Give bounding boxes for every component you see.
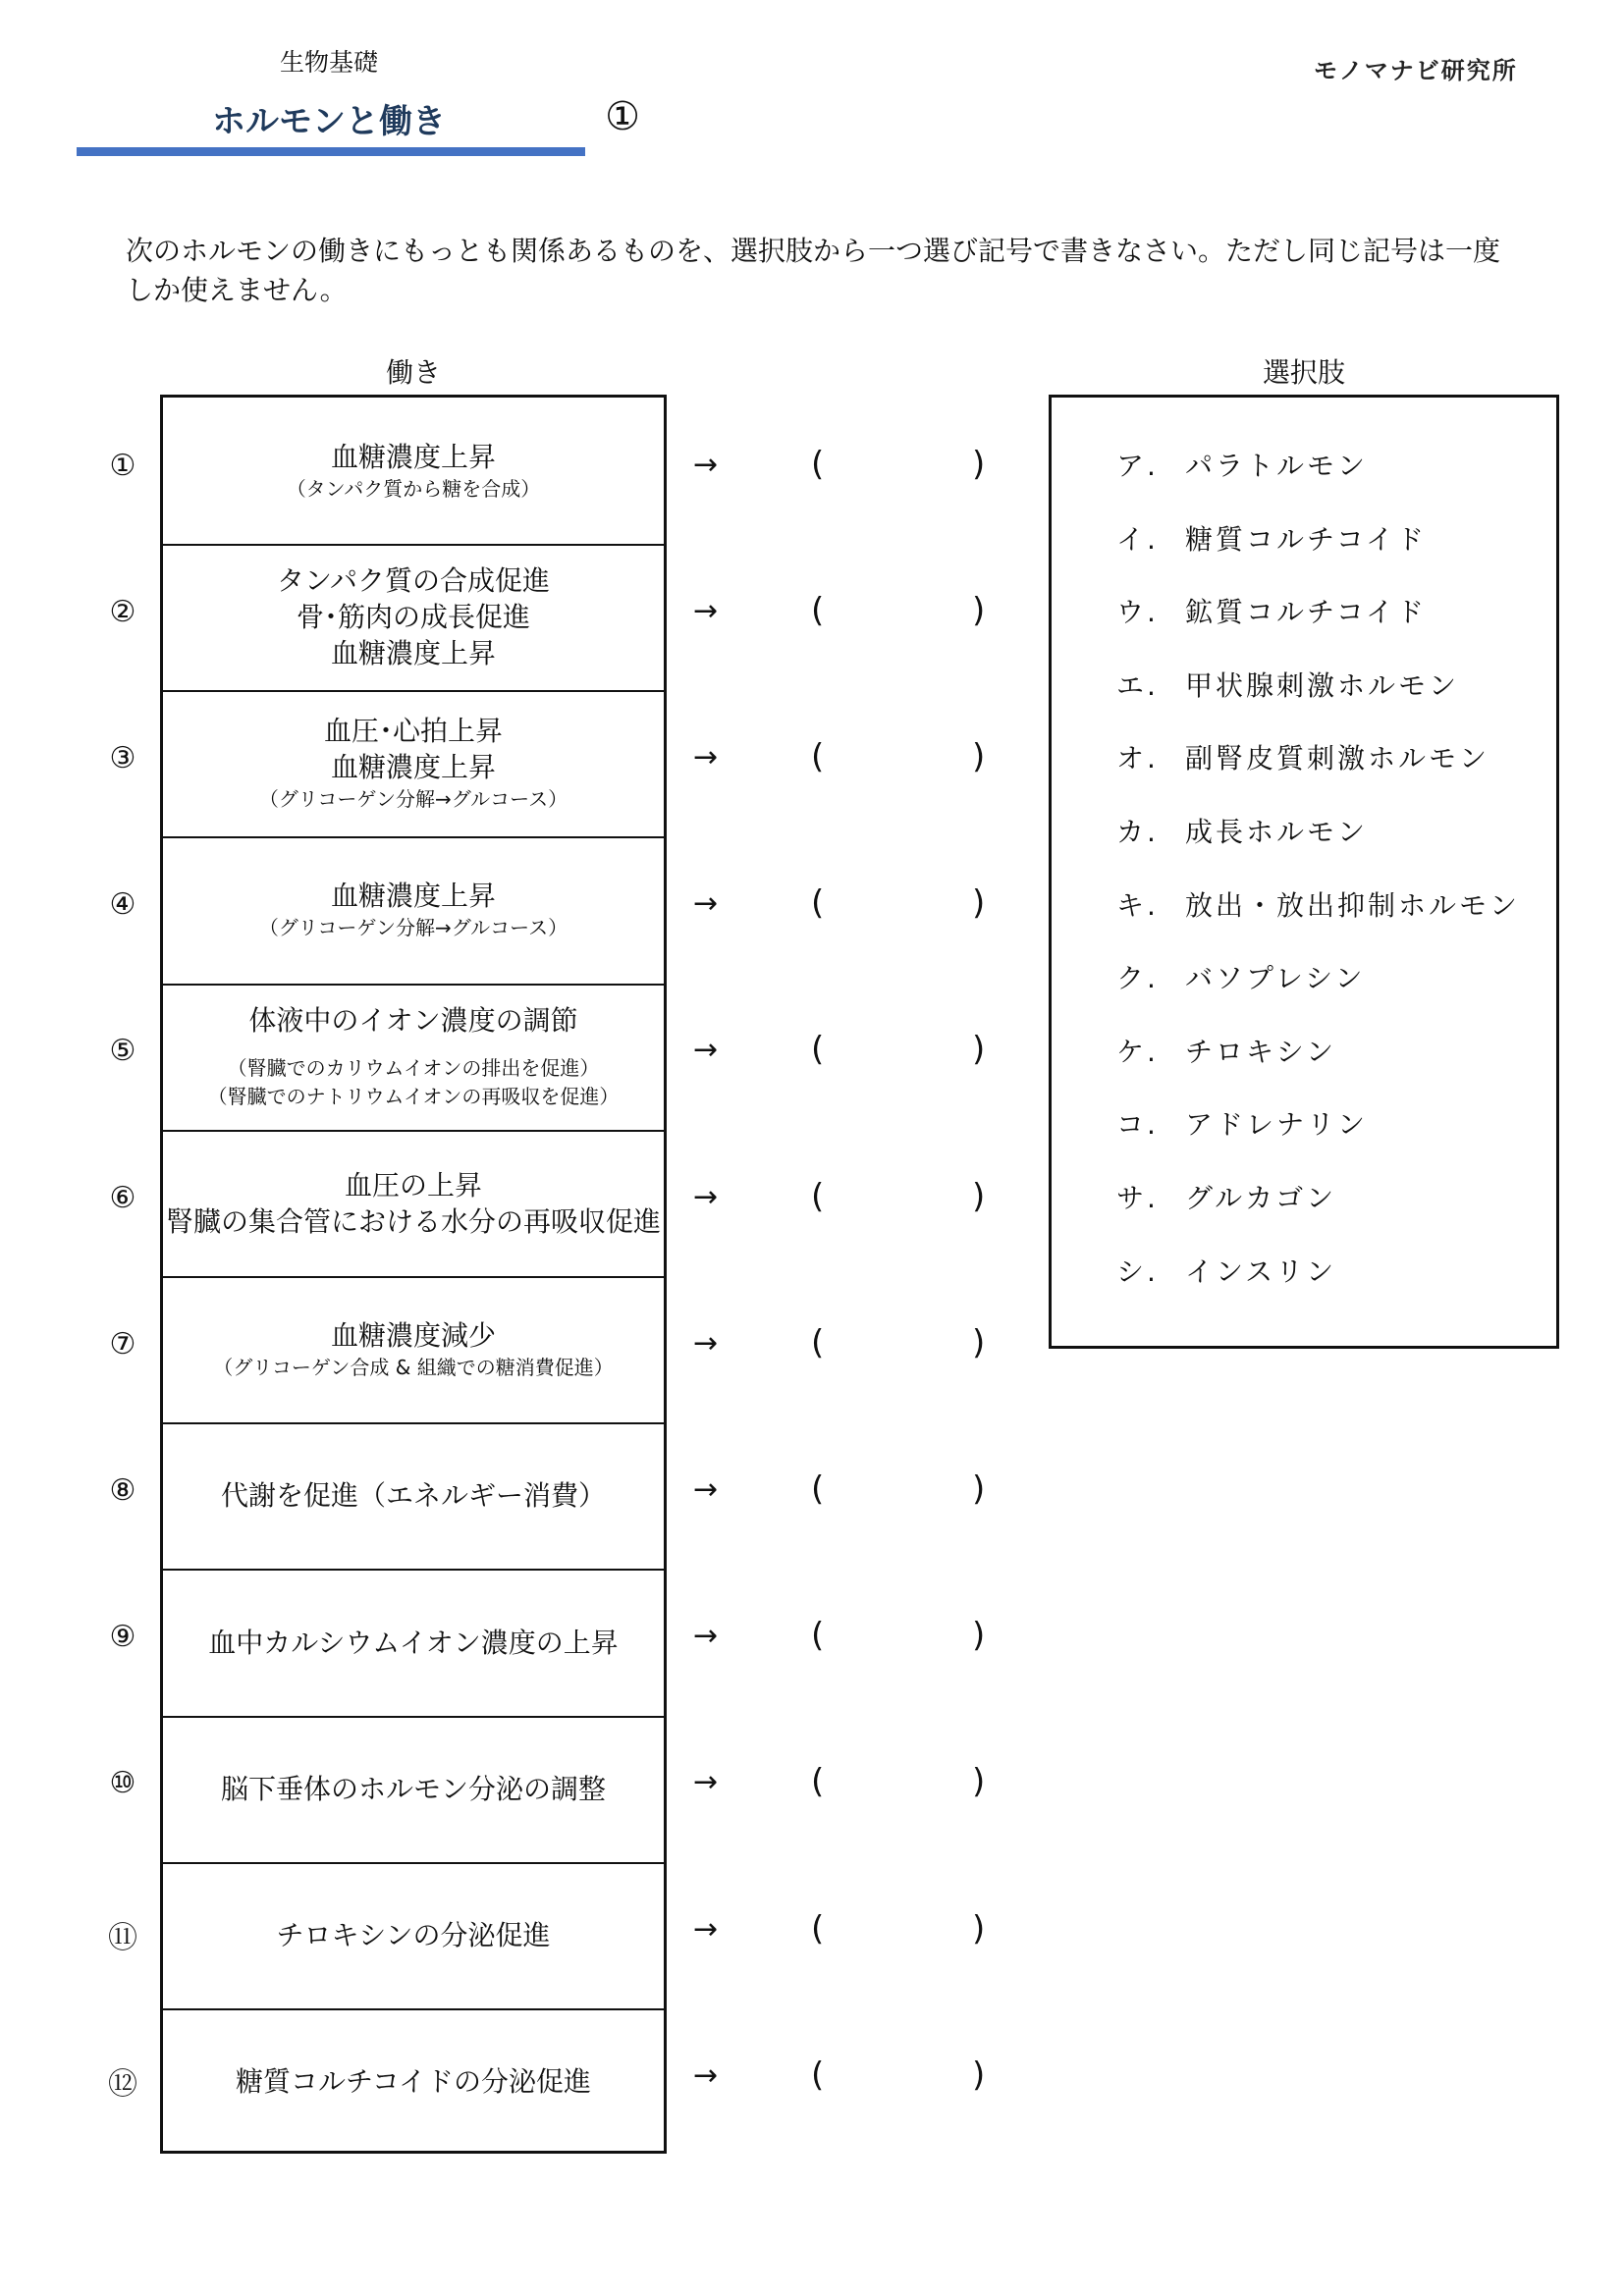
work-text: 血糖濃度上昇 [330,637,496,670]
arrow-icon: → [693,1765,719,1800]
choice-key: コ. [1116,1108,1159,1142]
answer-blank-open[interactable]: ( [811,1030,825,1070]
work-column-header: 働き [385,356,441,389]
answer-blank-close[interactable]: ) [972,1469,986,1509]
choice-label: パラトルモン [1185,450,1369,482]
work-text: チロキシンの分泌促進 [276,1919,551,1951]
work-text: 骨･筋肉の成長促進 [296,601,530,634]
choice-item [1116,811,1368,850]
choice-item [1116,1103,1368,1143]
work-note: （グリコーゲン分解→グルコース） [258,916,568,940]
arrow-icon: → [693,740,719,774]
work-text: 脳下垂体のホルモン分泌の調整 [220,1772,606,1805]
work-text: 血糖濃度上昇 [330,440,496,473]
choice-key: オ. [1116,742,1159,775]
answer-blank-close[interactable]: ) [972,1762,986,1802]
question-number: ⑨ [109,1620,136,1655]
arrow-icon: → [693,1911,719,1947]
answer-blank-close[interactable]: ) [972,1616,986,1656]
work-note: （腎臓でのカリウムイオンの排出を促進） [227,1055,600,1080]
question-number: ④ [109,887,136,923]
choice-key: ウ. [1116,596,1159,629]
work-text: タンパク質の合成促進 [276,564,551,598]
choice-item [1116,737,1489,776]
work-note: （タンパク質から糖を合成） [286,476,541,501]
choice-item [1116,518,1427,558]
work-text: 代謝を促進（エネルギー消費） [220,1479,606,1513]
choice-key: ア. [1116,450,1159,482]
choice-key: エ. [1116,668,1159,702]
question-number: ⑫ [108,2066,137,2102]
question-number: ⑩ [109,1766,136,1801]
answer-blank-close[interactable]: ) [972,444,986,484]
choices-column-header: 選択肢 [1262,356,1345,389]
work-text: 血中カルシウムイオン濃度の上昇 [208,1626,619,1659]
work-text: 腎臓の集合管における水分の再吸収促進 [165,1204,661,1238]
work-text: 血圧の上昇 [344,1168,482,1201]
work-note: （腎臓でのナトリウムイオンの再吸収を促進） [207,1084,620,1108]
choice-key: ク. [1116,962,1159,995]
arrow-icon: → [693,1325,719,1361]
choice-label: 糖質コルチコイド [1185,522,1428,556]
work-row [163,1422,664,1571]
work-row [163,837,664,986]
choice-key: ケ. [1116,1035,1159,1068]
question-number: ⑥ [109,1180,136,1215]
work-row [163,1716,664,1864]
work-row [163,398,664,546]
arrow-icon: → [693,1472,719,1507]
question-number: ② [109,594,136,629]
answer-blank-close[interactable]: ) [972,2055,986,2095]
choice-key: キ. [1116,888,1159,922]
answer-blank-open[interactable]: ( [811,1616,825,1656]
choice-item [1116,591,1427,630]
answer-blank-open[interactable]: ( [811,1176,825,1216]
choice-item [1116,884,1520,924]
answer-blank-close[interactable]: ) [972,1322,986,1362]
question-number: ⑦ [109,1326,136,1362]
arrow-icon: → [693,2057,719,2093]
answer-blank-open[interactable]: ( [811,444,825,484]
answer-blank-open[interactable]: ( [811,1322,825,1362]
work-text: 体液中のイオン濃度の調節 [248,1003,578,1037]
work-row [163,1570,664,1718]
question-number: ③ [109,741,136,775]
answer-blank-close[interactable]: ) [972,1176,986,1216]
choice-label: 甲状腺刺激ホルモン [1185,668,1460,702]
work-row [163,1862,664,2010]
answer-blank-open[interactable]: ( [811,590,825,630]
answer-blank-open[interactable]: ( [811,1762,825,1802]
work-text: 血糖濃度減少 [330,1318,496,1352]
work-row [163,1276,664,1424]
subject-label: 生物基礎 [280,48,379,77]
brand-logo: モノマナビ研究所 [1314,57,1518,84]
choice-item [1116,445,1368,484]
work-row [163,2008,664,2155]
choice-label: グルカゴン [1185,1182,1337,1214]
choice-label: 放出・放出抑制ホルモン [1185,888,1521,922]
sheet-number: ① [605,94,640,139]
arrow-icon: → [693,886,719,922]
work-row [163,1130,664,1278]
answer-blank-open[interactable]: ( [811,883,825,924]
arrow-icon: → [693,593,719,628]
instructions: 次のホルモンの働きにもっとも関係あるものを、選択肢から一つ選び記号で書きなさい。ただし同じ記号は一度しか使えません。 [126,235,1501,306]
choice-item [1116,1031,1336,1070]
choice-item [1116,1251,1336,1290]
question-number: ⑧ [109,1473,136,1508]
choice-label: 副腎皮質刺激ホルモン [1185,742,1490,775]
answer-blank-open[interactable]: ( [811,737,825,776]
choice-item [1116,957,1365,996]
answer-blank-close[interactable]: ) [972,1030,986,1070]
choices-box [1049,395,1559,1349]
work-text: 血圧･心拍上昇 [323,715,503,748]
work-row [163,984,664,1132]
work-text: 血糖濃度上昇 [330,751,496,784]
work-text: 血糖濃度上昇 [330,880,496,913]
answer-blank-close[interactable]: ) [972,883,986,924]
arrow-icon: → [693,1179,719,1214]
page-title: ホルモンと働き [212,102,446,141]
work-note: （グリコーゲン分解→グルコース） [258,787,568,812]
answer-blank-close[interactable]: ) [972,590,986,630]
choice-label: チロキシン [1185,1035,1337,1068]
choice-key: シ. [1116,1255,1159,1288]
choice-label: 成長ホルモン [1185,816,1369,848]
choice-item [1116,1177,1336,1216]
answer-blank-open[interactable]: ( [811,1908,825,1949]
arrow-icon: → [693,1033,719,1068]
choice-key: カ. [1116,816,1159,848]
choice-item [1116,665,1459,704]
answer-blank-open[interactable]: ( [811,2055,825,2095]
choice-label: インスリン [1185,1255,1337,1288]
work-table [160,395,667,2154]
arrow-icon: → [693,447,719,482]
choice-key: サ. [1116,1182,1159,1214]
choice-label: バソプレシン [1185,962,1366,995]
question-number: ① [109,448,136,483]
work-note: （グリコーゲン合成 & 組織での糖消費促進） [213,1355,614,1379]
work-row [163,544,664,692]
title-underline [77,147,585,156]
answer-blank-close[interactable]: ) [972,1908,986,1949]
answer-blank-open[interactable]: ( [811,1469,825,1509]
question-number: ⑤ [109,1034,136,1069]
work-text: 糖質コルチコイドの分泌促進 [235,2065,592,2099]
arrow-icon: → [693,1619,719,1654]
question-number: ⑪ [108,1920,137,1955]
answer-blank-close[interactable]: ) [972,737,986,776]
work-row [163,690,664,838]
choice-label: アドレナリン [1185,1108,1369,1142]
choice-label: 鉱質コルチコイド [1185,596,1428,629]
choice-key: イ. [1116,522,1159,556]
